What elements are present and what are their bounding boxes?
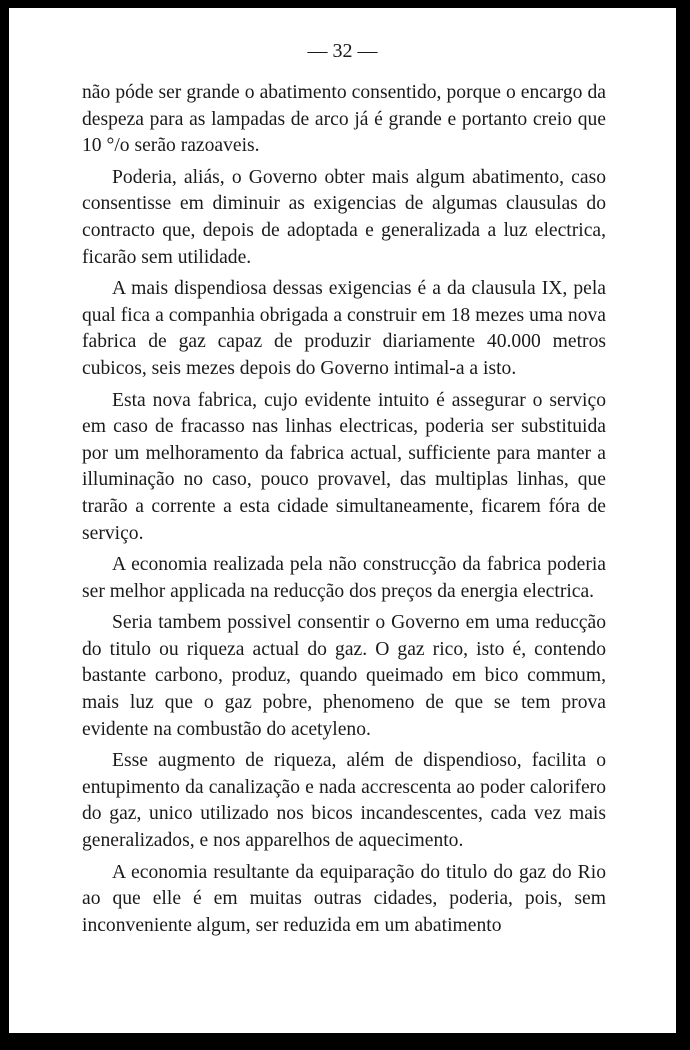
- paragraph-7: Esse augmento de riqueza, além de dispendioso, facilita o entupimento da canalização e nada accrescenta ao poder calorifero do gaz, unico utilizado nos bicos incandescentes, cada vez mais generalizados, e nos apparelhos de aquecimento.: [82, 750, 606, 852]
- body-text: [82, 80, 606, 944]
- paragraph-1: não póde ser grande o abatimento consentido, porque o encargo da despeza para as lampadas de arco já é grande e portanto creio que 10 °/o serão razoaveis.: [82, 82, 606, 157]
- paragraph-8: A economia resultante da equiparação do titulo do gaz do Rio ao que elle é em muitas outras cidades, poderia, pois, sem inconveniente algum, ser reduzida em um abatimento: [82, 861, 606, 936]
- paragraph-4: Esta nova fabrica, cujo evidente intuito é assegurar o serviço em caso de fracasso nas linhas electricas, poderia ser substituida por um melhoramento da fabrica actual, sufficiente para manter a illuminação no caso, pouco provavel, das multiplas linhas, que trarão a corrente a esta cidade simultaneamente, ficarem fóra de serviço.: [82, 389, 606, 544]
- paragraph-6: Seria tambem possivel consentir o Governo em uma reducção do titulo ou riqueza actual do gaz. O gaz rico, isto é, contendo bastante carbono, produz, quando queimado em bico commum, mais luz que o gaz pobre, phenomeno de que se tem prova evidente na combustão do acetyleno.: [82, 612, 606, 740]
- paragraph-3: A mais dispendiosa dessas exigencias é a da clausula IX, pela qual fica a companhia obrigada a construir em 18 mezes uma nova fabrica de gaz capaz de produzir diariamente 40.000 metros cubicos, seis mezes depois do Governo intimal-a a isto.: [82, 278, 606, 379]
- paragraph-2: Poderia, aliás, o Governo obter mais algum abatimento, caso consentisse em diminuir as exigencias de algumas clausulas do contracto que, depois de adoptada e generalizada a luz electrica, ficarão sem utilidade.: [82, 166, 606, 268]
- page-number: — 32 —: [307, 40, 378, 62]
- document-page: [9, 8, 676, 1033]
- paragraph-5: A economia realizada pela não construcção da fabrica poderia ser melhor applicada na reducção dos preços da energia electrica.: [82, 554, 606, 602]
